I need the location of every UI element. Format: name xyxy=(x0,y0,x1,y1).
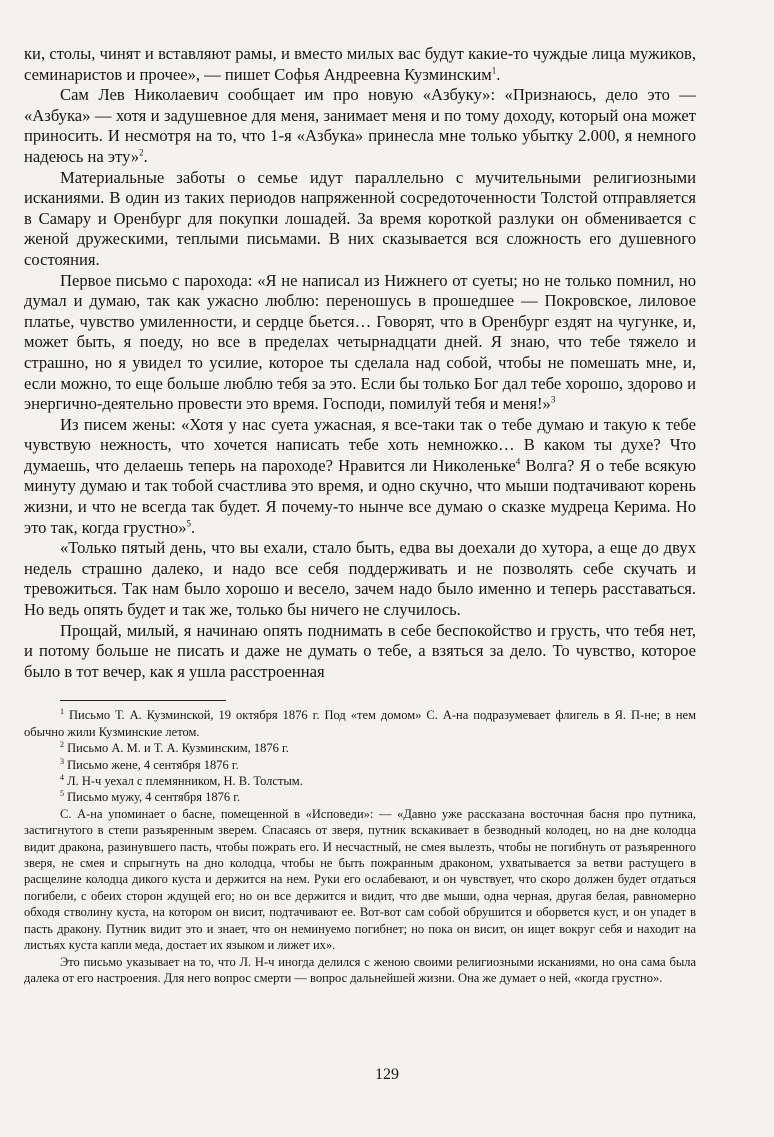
paragraph-2: Сам Лев Николаевич сообщает им про новую «Азбуку»: «Признаюсь, дело это — «Азбука» — хотя и задушевное для меня, занимает меня и по тому доходу, который она может приносить. И несмотря на то, что 1-я «Азбука» принесла мне только убытку 2.000, я немного надеюсь на эту»$^2$. xyxy=(24,85,696,166)
footnotes xyxy=(24,707,696,986)
page-number: 129 xyxy=(375,1066,399,1083)
footnote-2: $^2$ Письмо А. М. и Т. А. Кузминским, 1876 г. xyxy=(60,740,289,756)
footnote-3: $^3$ Письмо жене, 4 сентября 1876 г. xyxy=(60,756,239,772)
paragraph-4: Первое письмо с парохода: «Я не написал из Нижнего от суеты; но не только помнил, но думал и думаю, так как ужасно люблю: переношусь в прошедшее — Покровское, лиловое платье, чувство умиленности, и сердце бьется… Говорят, что в Оренбург ездят на чугунке, и, может быть, я поеду, но все в пределах четырнадцати дней. Я знаю, что тебе тяжело и страшно, но я увидел то усилие, которое ты сделала над собой, чтобы не помешать мне, и, если можно, то еще больше люблю тебя за это. Если бы только Бог дал тебе хорошо, здорово и энергично-деятельно провести это время. Господи, помилуй тебя и меня!»$^3$ xyxy=(24,270,696,414)
footnote-ref-5[interactable]: 5 xyxy=(186,518,192,529)
paragraph-3: Материальные заботы о семье идут параллельно с мучительными религиозными исканиями. В один из таких периодов напряженной сосредоточенности Толстой отправляется в Самару и Оренбург для покупки лошадей. За время короткой разлуки он обменивается с женой дружескими, теплыми письмами. В них сказывается вся сложность его душевного состояния. xyxy=(24,167,696,269)
paragraph-6: «Только пятый день, что вы ехали, стало быть, едва вы доехали до хутора, а еще до двух недель страшно далеко, и надо все себя поддерживать и не позволять себе скучать и тревожиться. Так нам было хорошо и весело, зачем надо было именно и теперь расставаться. Но ведь опять будет и так же, только бы ничего не случилось. xyxy=(24,538,696,620)
paragraph-5: Из писем жены: «Хотя у нас суета ужасная, я все-таки так о тебе думаю и такую к тебе чувствую нежность, что хочется написать тебе хоть немножко… В каком ты духе? Что думаешь, что делаешь теперь на пароходе? Нравится ли Николеньке$^4$ Волга? Я о тебе всякую минуту думаю и так тобой счастлива это время, и одно скучно, что мыши подтачивают корень жизни, и что не всегда так будет. Я почему-то нынче все думаю о сказке мудреца Керима. Но это так, когда грустно»$^5$. xyxy=(24,414,696,537)
footnote-ref-2[interactable]: 2 xyxy=(139,147,144,158)
paragraph-1: ки, столы, чинят и вставляют рамы, и вместо милых вас будут какие-то чуждые лица мужиков, семинаристов и прочее», — пишет Софья Андреевна Кузминским$^1$. xyxy=(24,44,696,84)
paragraph-7: Прощай, милый, я начинаю опять поднимать в себе беспокойство и грусть, что тебя нет, и потому больше не писать и даже не думать о тебе, а взяться за дело. То чувство, которое было в тот вечер, как я ушла расстроенная xyxy=(24,620,696,681)
main-text xyxy=(24,44,696,682)
footnote-ref-4[interactable]: 4 xyxy=(515,456,521,467)
footnote-fable: С. А-на упоминает о басне, помещенной в «Исповеди»: — «Давно уже рассказана восточная басня про путника, застигнутого в степи разъяренным зверем. Спасаясь от зверя, путник вскакивает в безводный колодец, но на дне колодца видит дракона, разинувшего пасть, чтобы пожрать его. И несчастный, не смея вылезть, чтобы не погибнуть от разъяренного зверя, не смея и спрыгнуть на дно колодца, чтобы не быть пожранным драконом, ухватывается за ветви растущего в расщелине колодца дикого куста и держится на нем. Руки его ослабевают, и он чувствует, что скоро должен будет отдаться погибели, с обеих сторон ждущей его; но он все держится и видит, что две мыши, одна черная, другая белая, равномерно обходя стволину куста, на котором он висит, подтачивают ее. Вот-вот сам собой обрушится и оборвется куст, и он упадет в пасть дракону. Путник видит это и знает, что он неминуемо погибнет; но пока он висит, он ищет вокруг себя и находит на листьях куста капли меда, достает их языком и лижет их». xyxy=(24,806,696,953)
footnote-ref-1[interactable]: 1 xyxy=(491,65,497,76)
page-body xyxy=(24,44,696,986)
footnote-commentary: Это письмо указывает на то, что Л. Н-ч иногда делился с женою своими религиозными исканиями, но она сама была далека от его настроения. Для него вопрос смерти — вопрос дальнейшей жизни. Она же думает о ней, «когда грустно». xyxy=(24,954,696,985)
footnote-divider xyxy=(60,700,226,701)
footnote-1: $^1$ Письмо Т. А. Кузминской, 19 октября 1876 г. Под «тем домом» С. А-на подразумевает флигель в Я. П-не; в нем обычно жили Кузминские летом. xyxy=(24,707,697,739)
footnote-5: $^5$ Письмо мужу, 4 сентября 1876 г. xyxy=(60,789,241,805)
footnote-4: $^4$ Л. Н-ч уехал с племянником, Н. В. Толстым. xyxy=(60,772,303,789)
footnote-ref-3[interactable]: 3 xyxy=(550,394,556,405)
